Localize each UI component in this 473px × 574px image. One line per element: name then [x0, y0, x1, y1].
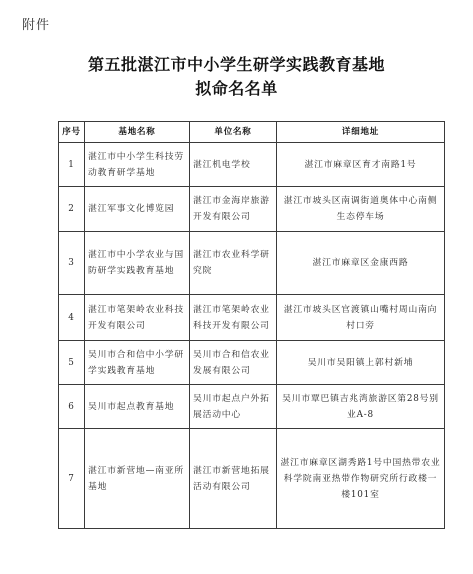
- table-row: [59, 429, 445, 529]
- table-row: [59, 187, 445, 232]
- row-number: 4: [59, 295, 85, 341]
- document-subtitle: 拟命名名单: [195, 79, 278, 98]
- row-number: 6: [59, 385, 85, 429]
- row-number: 5: [59, 341, 85, 385]
- table-row: [59, 385, 445, 429]
- base-name-cell: 吴川市起点教育基地: [85, 385, 190, 429]
- row-number: 7: [59, 429, 85, 529]
- organization-cell: 湛江市笔架岭农业科技开发有限公司: [190, 295, 277, 341]
- table-row: [59, 341, 445, 385]
- attachment-label: 附件: [22, 18, 51, 33]
- column-header-organization: 单位名称: [190, 122, 277, 143]
- base-name-cell: 吴川市合和信中小学研学实践教育基地: [85, 341, 190, 385]
- base-name-cell: 湛江市中小学农业与国防研学实践教育基地: [85, 232, 190, 295]
- base-name-cell: 湛江市新营地—南亚所基地: [85, 429, 190, 529]
- table-row: [59, 143, 445, 187]
- row-number: 3: [59, 232, 85, 295]
- address-cell: 湛江市坡头区官渡镇山嘴村周山南向村口旁: [277, 295, 445, 341]
- base-name-cell: 湛江军事文化博览园: [85, 187, 190, 232]
- organization-cell: 吴川市起点户外拓展活动中心: [190, 385, 277, 429]
- organization-cell: 湛江市新营地拓展活动有限公司: [190, 429, 277, 529]
- base-name-cell: 湛江市中小学生科技劳动教育研学基地: [85, 143, 190, 187]
- column-header-base-name: 基地名称: [85, 122, 190, 143]
- row-number: 2: [59, 187, 85, 232]
- organization-cell: 吴川市合和信农业发展有限公司: [190, 341, 277, 385]
- row-number: 1: [59, 143, 85, 187]
- address-cell: 湛江市麻章区育才南路1号: [277, 143, 445, 187]
- address-cell: 湛江市麻章区金康西路: [277, 232, 445, 295]
- table-header-row: [59, 122, 445, 143]
- base-name-cell: 湛江市笔架岭农业科技开发有限公司: [85, 295, 190, 341]
- address-cell: 湛江市麻章区湖秀路1号中国热带农业科学院南亚热带作物研究所行政楼一楼101室: [277, 429, 445, 529]
- document-title: 第五批湛江市中小学生研学实践教育基地: [87, 55, 385, 74]
- table-row: [59, 295, 445, 341]
- column-header-address: 详细地址: [277, 122, 445, 143]
- organization-cell: 湛江市金海岸旅游开发有限公司: [190, 187, 277, 232]
- address-cell: 湛江市坡头区南调街道奥体中心南侧生态停车场: [277, 187, 445, 232]
- organization-cell: 湛江机电学校: [190, 143, 277, 187]
- base-list-table: [58, 121, 445, 529]
- table-row: [59, 232, 445, 295]
- address-cell: 吴川市吴阳镇上郭村新埔: [277, 341, 445, 385]
- address-cell: 吴川市覃巴镇吉兆湾旅游区第28号别业A-8: [277, 385, 445, 429]
- column-header-number: 序号: [59, 122, 85, 143]
- organization-cell: 湛江市农业科学研究院: [190, 232, 277, 295]
